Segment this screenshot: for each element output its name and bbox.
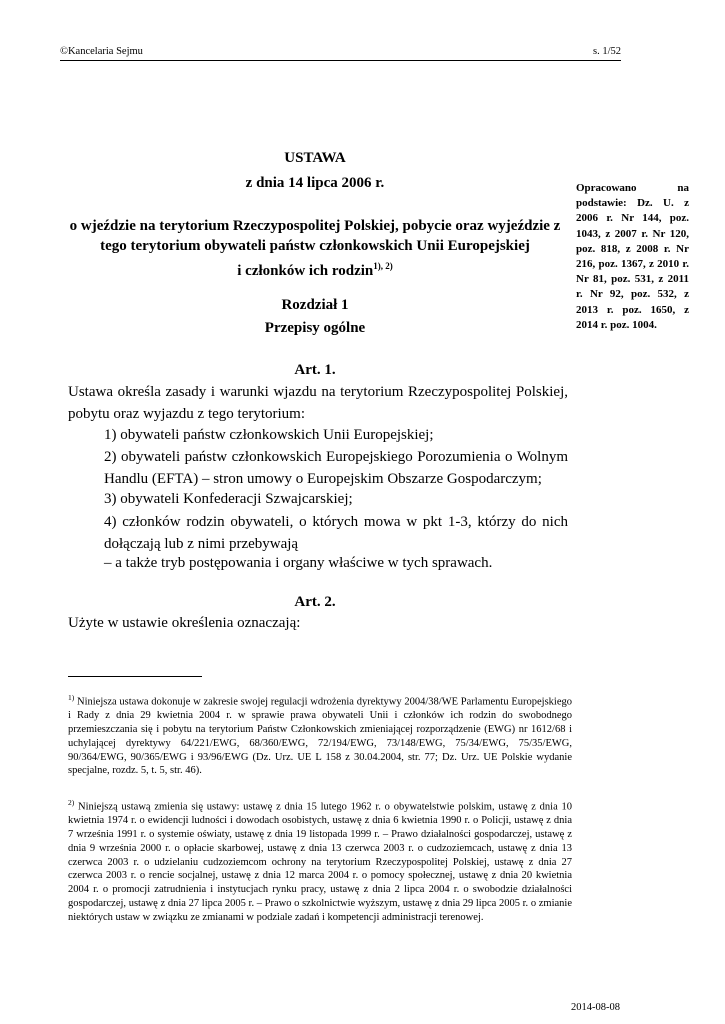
list-item-number: 4) xyxy=(104,514,117,530)
footnote-number: 1) xyxy=(68,693,75,702)
list-item-number: 1) xyxy=(104,427,117,443)
footnote-separator xyxy=(68,676,202,677)
chapter-number: Rozdział 1 xyxy=(281,297,349,313)
act-title-line-2: tego terytorium obywateli państw członkowskich Unii Europejskiej xyxy=(100,238,530,254)
chapter-name: Przepisy ogólne xyxy=(264,320,366,336)
art2-intro: Użyte w ustawie określenia oznaczają: xyxy=(68,615,301,631)
list-item-number: 2) xyxy=(104,449,117,465)
art1-closing: – a także tryb postępowania i organy właściwe w tych sprawach. xyxy=(104,555,493,571)
footnote-number: 2) xyxy=(68,798,75,807)
list-item xyxy=(104,511,568,555)
act-type-heading: USTAWA xyxy=(284,150,346,166)
act-title-line-3-text: i członków ich rodzin xyxy=(237,263,374,279)
header-rule xyxy=(60,60,621,61)
art1-heading: Art. 1. xyxy=(294,362,336,378)
list-item-text: obywateli państw członkowskich Europejskiego Porozumienia o Wolnym Handlu (EFTA) – stron umowy o Europejskim Obszarze Gospodarczym; xyxy=(104,449,568,487)
source-note: Opracowano na podstawie: Dz. U. z 2006 r. Nr 144, poz. 1043, z 2007 r. Nr 120, poz. 818, z 2008 r. Nr 216, poz. 1367, z 2010 r. Nr 81, poz. 531, z 2011 r. Nr 92, poz. 532, z 2013 r. poz. 1650, z 2014 r. poz. 1004. xyxy=(576,182,689,331)
list-item xyxy=(104,488,568,510)
art1-intro: Ustawa określa zasady i warunki wjazdu na terytorium Rzeczypospolitej Polskiej, pobytu oraz wyjazdu z tego terytorium: xyxy=(68,384,568,422)
list-item xyxy=(104,424,568,446)
footnote-1 xyxy=(68,691,572,778)
header-page-number: s. 1/52 xyxy=(592,46,621,57)
footnote-text: Niniejszą ustawą zmienia się ustawy: ustawę z dnia 15 lutego 1962 r. o obywatelstwie polskim, ustawę z dnia 10 kwietnia 1974 r. o ewidencji ludności i dowodach osobistych, ustawę z dnia 6 kwietnia 1990 r. o Policji, ustawę z dnia 7 września 1991 r. o systemie oświaty, ustawę z dnia 19 listopada 1999 r. – Prawo działalności gospodarczej, ustawę z dnia 9 września 2000 r. o opłacie skarbowej, ustawę z dnia 13 czerwca 2003 r. o cudzoziemcach, ustawę z dnia 13 czerwca 2003 r. o udzielaniu cudzoziemcom ochrony na terytorium Rzeczypospolitej Polskiej, ustawę z dnia 27 czerwca 2003 r. o rencie socjalnej, ustawę z dnia 12 marca 2004 r. o pomocy społecznej, ustawę z dnia 20 kwietnia 2004 r. o promocji zatrudnienia i instytucjach rynku pracy, ustawę z dnia 2 lipca 2004 r. o swobodzie działalności gospodarczej, ustawę z dnia 27 lipca 2005 r. – Prawo o szkolnictwie wyższym, ustawę z dnia 29 lipca 2005 r. o zmianie niektórych ustaw w związku ze zmianami w podziale zadań i kompetencji administracji terenowej. xyxy=(68,801,573,923)
act-title xyxy=(60,216,570,281)
footnote-text: Niniejsza ustawa dokonuje w zakresie swojej regulacji wdrożenia dyrektywy 2004/38/WE Parlamentu Europejskiego i Rady z dnia 29 kwietnia 2004 r. w sprawie prawa obywateli Unii i członków ich rodzin do swobodnego przemieszczania się i pobytu na terytorium Państw Członkowskich zmieniającej rozporządzenie (EWG) nr 1612/68 i uchylającej dyrektywy 64/221/EWG, 68/360/EWG, 72/194/EWG, 73/148/EWG, 75/34/EWG, 75/35/EWG, 90/364/EWG, 90/365/EWG i 93/96/EWG (Dz. Urz. UE L 158 z 30.04.2004, str. 77; Dz. Urz. UE Polskie wydanie specjalne, rozdz. 5, t. 5, str. 46). xyxy=(68,696,572,777)
list-item-text: obywateli Konfederacji Szwajcarskiej; xyxy=(120,491,353,507)
title-footnote-refs[interactable]: 1), 2) xyxy=(373,261,393,271)
list-item xyxy=(104,446,568,490)
act-title-line-1: o wjeździe na terytorium Rzeczypospolitej Polskiej, pobycie oraz wyjeździe z xyxy=(69,218,561,234)
header-publisher: ©Kancelaria Sejmu xyxy=(60,46,143,57)
list-item-number: 3) xyxy=(104,491,117,507)
footnote-2 xyxy=(68,796,572,925)
footer-date: 2014-08-08 xyxy=(571,1002,620,1013)
list-item-text: obywateli państw członkowskich Unii Europejskiej; xyxy=(120,427,434,443)
act-title-line-3 xyxy=(60,256,570,281)
art2-heading: Art. 2. xyxy=(294,594,336,610)
list-item-text: członków rodzin obywateli, o których mowa w pkt 1-3, którzy do nich dołączają lub z nimi przebywają xyxy=(104,514,569,552)
act-date: z dnia 14 lipca 2006 r. xyxy=(245,175,385,191)
